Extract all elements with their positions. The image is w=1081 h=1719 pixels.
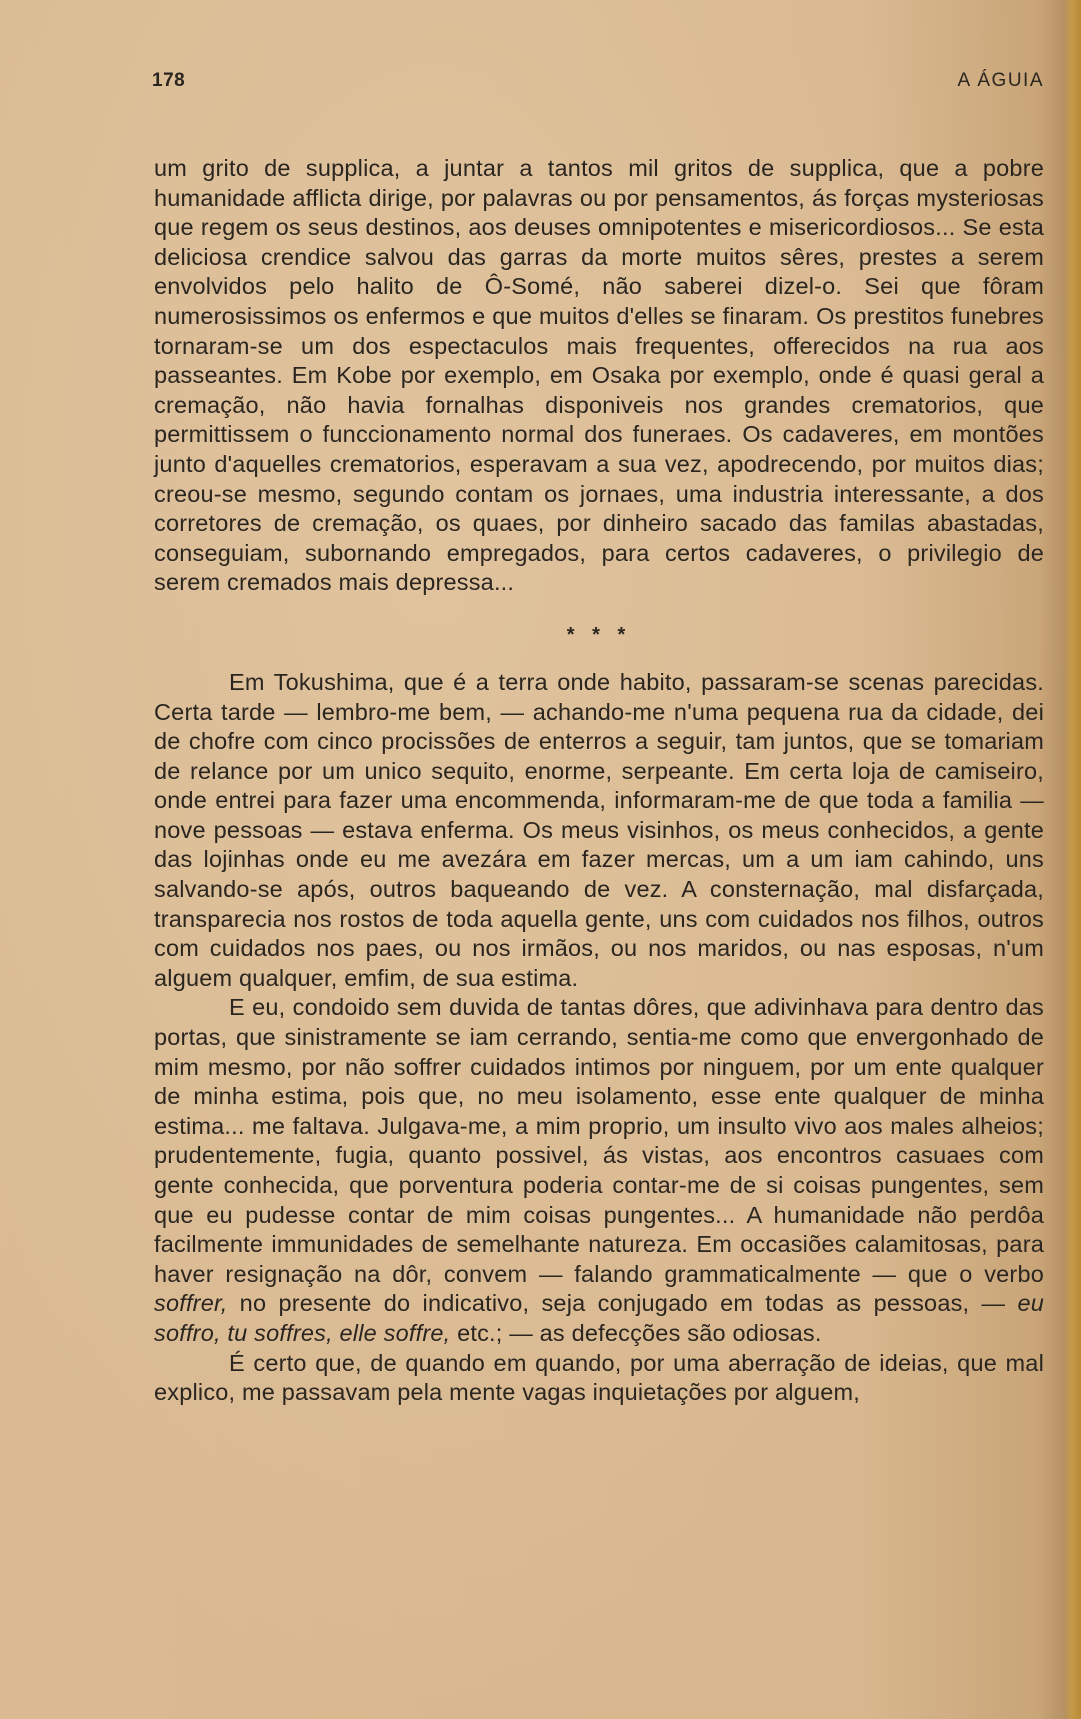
page-header xyxy=(152,70,1044,100)
page-edge xyxy=(1063,0,1081,1719)
paragraph-3-italic-conjugation: eu soffro, tu soffres, elle soffre, xyxy=(154,1290,1044,1346)
paragraph-1: um grito de supplica, a juntar a tantos mil gritos de supplica, que a pobre humanidade afflicta dirige, por palavras ou por pensamentos, ás forças mysteriosas que regem os seus destinos, aos deuses omnipotentes e misericordiosos... Se esta deliciosa crendice salvou das garras da morte muitos sêres, prestes a serem envolvidos pelo halito de Ô-Somé, não saberei dizel-o. Sei que fôram numerosissimos os enfermos e que muitos d'elles se finaram. Os prestitos funebres tornaram-se um dos espectaculos mais frequentes, offerecidos na rua aos passeantes. Em Kobe por exemplo, em Osaka por exemplo, onde é quasi geral a cremação, não havia fornalhas disponiveis nos grandes crematorios, que permittissem o funccionamento normal dos funeraes. Os cadaveres, em montões junto d'aquelles crematorios, esperavam a sua vez, apodrecendo, por muitos dias; creou-se mesmo, segundo contam os jornaes, uma industria interessante, a dos corretores de cremação, os quaes, por dinheiro sacado das familas abastadas, conseguiam, subornando empregados, para certos cadaveres, o privilegio de serem cremados mais depressa... xyxy=(154,155,1044,596)
paragraph-2: Em Tokushima, que é a terra onde habito, passaram-se scenas parecidas. Certa tarde — lembro-me bem, — achando-me n'uma pequena rua da cidade, dei de chofre com cinco procissões de enterros a seguir, tam juntos, que se tomariam de relance por um unico sequito, enorme, serpeante. Em certa loja de camiseiro, onde entrei para fazer uma encommenda, informaram-me de que toda a familia — nove pessoas — estava enferma. Os meus visinhos, os meus conhecidos, a gente das lojinhas onde eu me avezára em fazer mercas, um a um iam cahindo, uns salvando-se após, outros baqueando de vez. A consternação, mal disfarçada, transparecia nos rostos de toda aquella gente, uns com cuidados nos filhos, outros com cuidados nos paes, ou nos irmãos, ou nos maridos, ou nas esposas, n'um alguem qualquer, emfim, de sua estima. xyxy=(154,668,1044,991)
body-text xyxy=(154,154,1044,1408)
paragraph-3-text-3: etc.; — as defecções são odiosas. xyxy=(450,1319,822,1346)
page-number: 178 xyxy=(152,70,186,91)
section-separator: * * * xyxy=(566,623,632,646)
running-title: A ÁGUIA xyxy=(957,70,1044,91)
paragraph-3-italic-verb: soffrer, xyxy=(154,1290,228,1317)
paragraph-4: É certo que, de quando em quando, por uma aberração de ideias, que mal explico, me passavam pela mente vagas inquietações por alguem, xyxy=(154,1349,1044,1406)
paragraph-3-text-2: no presente do indicativo, seja conjugado em todas as pessoas, — xyxy=(227,1290,1018,1317)
paragraph-3-text-1: E eu, condoido sem duvida de tantas dôres, que adivinhava para dentro das portas, que sinistramente se iam cerrando, sentia-me como que envergonhado de mim mesmo, por não soffrer cuidados intimos por ninguem, por um ente qualquer de minha estima, pois que, no meu isolamento, esse ente qualquer de minha estima... me faltava. Julgava-me, a mim proprio, um insulto vivo aos males alheios; prudentemente, fugia, quanto possivel, ás vistas, aos encontros casuaes com gente conhecida, que porventura poderia contar-me de si coisas pungentes, sem que eu pudesse contar de mim coisas pungentes... A humanidade não perdôa facilmente immunidades de semelhante natureza. Em occasiões calamitosas, para haver resignação na dôr, convem — falando grammaticalmente — que o verbo xyxy=(154,994,1044,1287)
paragraph-3 xyxy=(154,993,1044,1348)
